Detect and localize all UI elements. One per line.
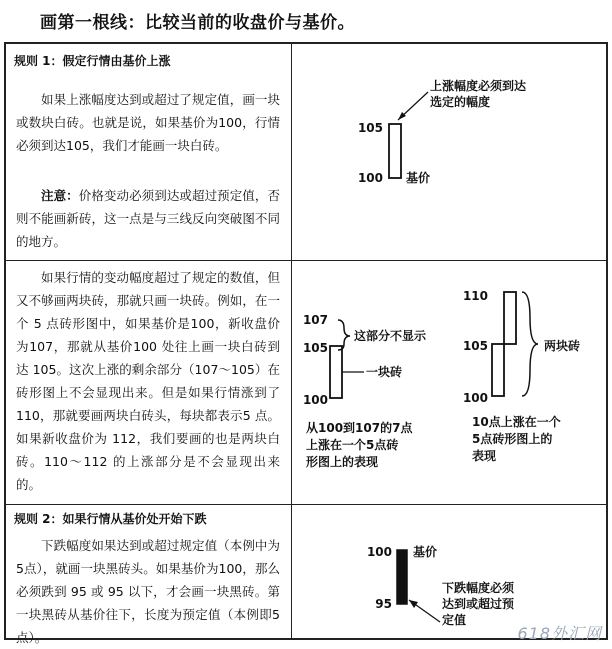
- rule1-note-label: 注意：: [41, 188, 79, 203]
- right-label-105: 105: [462, 339, 488, 353]
- left-label-105: 105: [302, 341, 328, 355]
- rule1-body: 如果上涨幅度达到或超过了规定值，画一块或数块白砖。也就是说，如果基价为100，行情必须到达105，我们才能画一块白砖。: [16, 92, 280, 153]
- two-bricks-brace: [522, 292, 538, 396]
- rule2-label-95: 95: [375, 597, 392, 611]
- white-brick: [389, 124, 401, 178]
- rule1-note-text: 价格变动必须到达或超过预定值，否则不能画新砖，这一点是与三线反向突破图不同的地方。: [16, 188, 280, 249]
- left-caption-3: 形图上的表现: [306, 455, 379, 469]
- right-label-100: 100: [462, 391, 488, 405]
- right-label-110: 110: [462, 289, 488, 303]
- rule1-diagram: [292, 44, 610, 260]
- one-white-brick: [330, 346, 342, 398]
- rule1-note: [16, 184, 280, 253]
- page-title: 画第一根线：比较当前的收盘价与基价。: [40, 13, 355, 33]
- left-caption-1: 从100到107的7点: [306, 421, 413, 435]
- lower-white-brick: [492, 344, 504, 396]
- middle-body: 如果行情的变动幅度超过了规定的数值，但又不够画两块砖，那就只画一块砖。例如，在一个 5 点砖形图中，如果基价是100，新收盘价为107，那就从基价100 处往上画一块白砖到达 105。这次上涨的剩余部分（107～105）在砖形图上不会显现出来。但是如果行情涨到了110，那就要画两块白砖头，每块都表示5 点。如果新收盘价为 112，我们要画的也是两块白砖。110～112 的上涨部分是不会显现出来的。: [16, 270, 280, 492]
- rules-table: [4, 42, 608, 645]
- right-caption-1: 10点上涨在一个: [472, 415, 561, 429]
- rule1-callout-1: 上涨幅度必须到达: [430, 79, 527, 93]
- watermark: 618外汇网: [517, 624, 602, 643]
- upper-white-brick: [504, 292, 516, 344]
- rule1-label-100: 100: [357, 171, 383, 185]
- rule2-body: 下跌幅度如果达到或超过规定值（本例中为5点），就画一块黑砖头。如果基价为100，那么必须跌到 95 或 95 以下，才会画一块黑砖。第一块黑砖从基价往下，长度为预定值（本例即5点）。: [16, 538, 280, 645]
- hidden-note: 这部分不显示: [354, 329, 427, 343]
- rule2-heading: 规则 2：如果行情从基价处开始下跌: [14, 512, 207, 526]
- rule2-label-100: 100: [366, 545, 392, 559]
- rule1-heading: 规则 1：假定行情由基价上涨: [14, 54, 171, 68]
- rule1-label-105: 105: [357, 121, 383, 135]
- left-label-107: 107: [302, 313, 328, 327]
- right-caption-2: 5点砖形图上的: [472, 432, 553, 446]
- rule2-callout-1: 下跌幅度必须: [442, 581, 515, 595]
- two-bricks-label: 两块砖: [544, 339, 581, 353]
- rule1-callout-2: 选定的幅度: [430, 95, 491, 109]
- rule1-base-label: 基价: [406, 171, 431, 185]
- right-caption-3: 表现: [472, 449, 497, 463]
- rule2-callout-3: 定值: [442, 613, 467, 627]
- middle-diagrams: [292, 260, 610, 504]
- rule2-base-label: 基价: [413, 545, 438, 559]
- left-label-100: 100: [302, 393, 328, 407]
- one-brick-label: 一块砖: [366, 365, 403, 379]
- rule2-arrow-head: [409, 600, 418, 608]
- left-caption-2: 上涨在一个5点砖: [306, 438, 399, 452]
- black-brick: [397, 550, 407, 604]
- rule2-callout-2: 达到或超过预: [442, 597, 515, 611]
